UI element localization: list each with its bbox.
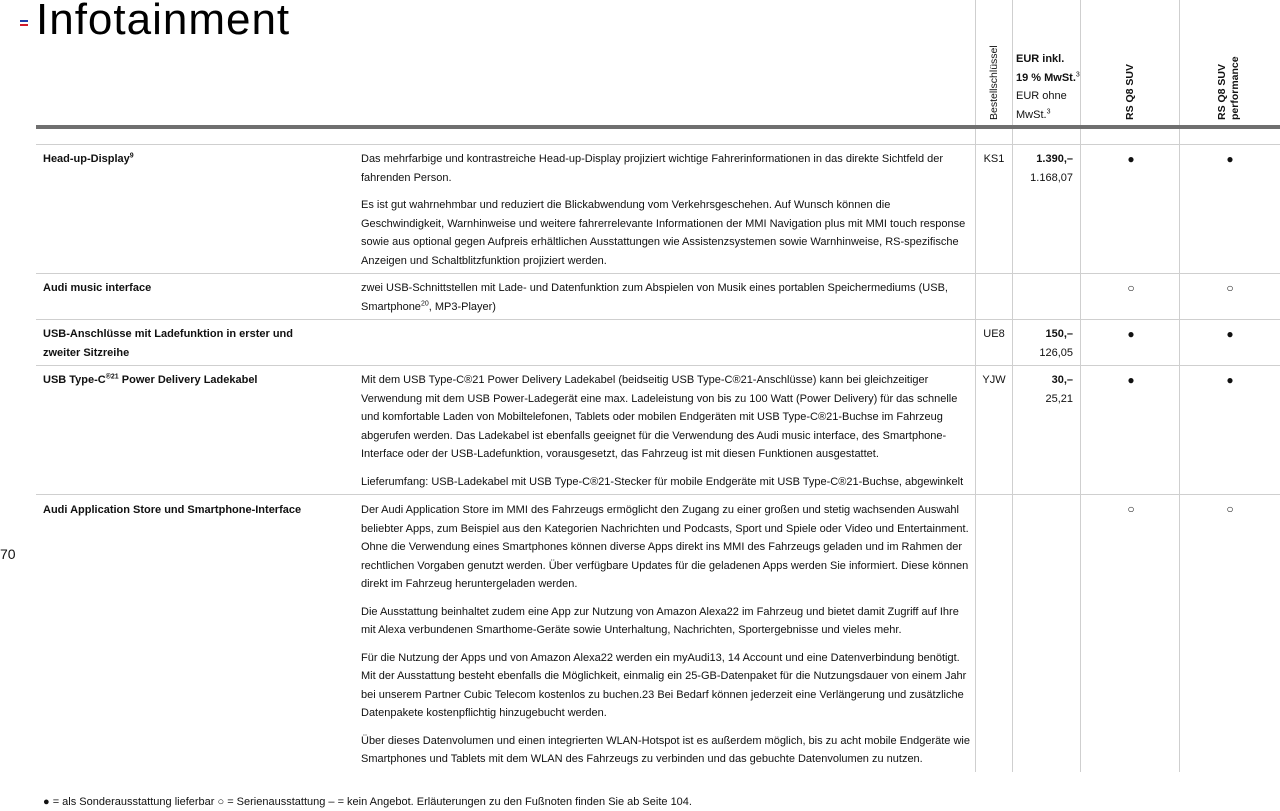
- standard-option-marker: ●: [1226, 373, 1234, 387]
- standard-option-marker: ●: [1127, 373, 1135, 387]
- row-name-usb-ports: USB-Anschlüsse mit Ladefunktion in erster und zweiter Sitzreihe: [43, 328, 293, 359]
- brand-flag-icon: [20, 20, 28, 26]
- row-name-app-store: Audi Application Store und Smartphone-Interface: [43, 504, 302, 516]
- price: 1.390,– 1.168,07: [1030, 153, 1073, 184]
- price: 30,– 25,21: [1045, 374, 1073, 405]
- standard-option-marker: ●: [1226, 152, 1234, 166]
- standard-option-marker: ●: [1226, 327, 1234, 341]
- order-code: YJW: [982, 374, 1006, 386]
- header-order-key: Bestellschlüssel: [988, 45, 1000, 120]
- series-equipment-marker: ○: [1226, 502, 1234, 516]
- row-name-audi-music-interface: Audi music interface: [43, 282, 152, 294]
- standard-option-marker: ●: [1127, 152, 1135, 166]
- row-desc-audi-music-interface: zwei USB-Schnittstellen mit Lade- und Datenfunktion zum Abspielen von Musik eines portablen Speichermediums (USB, Smartphone$^{20}$, MP3-Player): [361, 282, 948, 313]
- page-number: 70: [0, 546, 16, 562]
- order-code: UE8: [983, 328, 1005, 340]
- order-code: KS1: [983, 153, 1005, 165]
- header-rule: [36, 125, 1280, 129]
- price: 150,– 126,05: [1039, 328, 1073, 359]
- page-title: Infotainment: [36, 0, 291, 44]
- series-equipment-marker: ○: [1226, 281, 1234, 295]
- row-desc-head-up-display: Das mehrfarbige und kontrastreiche Head-up-Display projiziert wichtige Fahrerinformationen in das direkte Sichtfeld der fahrenden Person. Es ist gut wahrnehmbar und reduziert die Blickabwendung vom Verkehrsgeschehen. Auf Wunsch können die Geschwindigkeit, Warnhinweise und weitere fahrerrelevante Informationen der MMI Navigation plus mit MMI touch response sowie aus optional gegen Aufpreis erhältlichen Ausstattungen wie Assistenzsystemen sowie Warnhinweise, RS-spezifische Anzeigen und Schaltblitzfunktion projiziert werden.: [361, 153, 966, 267]
- legend: ● = als Sonderausstattung lieferbar ○ = Serienausstattung – = kein Angebot. Erläuterungen zu den Fußnoten finden Sie ab Seite 104.: [43, 796, 692, 808]
- row-name-usb-type-c-cable: USB Type-$C^{®21}$ Power Delivery Ladekabel: [43, 373, 258, 386]
- header-model-1: RS Q8 SUV: [1124, 63, 1136, 120]
- series-equipment-marker: ○: [1127, 281, 1135, 295]
- row-desc-usb-type-c-cable: Mit dem USB Type-C®21 Power Delivery Ladekabel (beidseitig USB Type-C®21-Anschlüsse) kann bei gleichzeitiger Verwendung mit dem USB Power-Ladegerät eine max. Ladeleistung von bis zu 100 Watt (Power Delivery) für das schnelle und komfortable Laden von Mobiltelefonen, Tablets oder mobilen Endgeräten mit USB Type-C®21-Buchse im Fahrzeug abgerufen werden. Das Ladekabel ist ebenfalls geeignet für die Verwendung des Audi music interface, des Smartphone-Interface oder der USB-Ladefunktion, vorausgesetzt, das Fahrzeug ist mit diesen Funktionen ausgestattet. Lieferumfang: USB-Ladekabel mit USB Type-C®21-Stecker für mobile Endgeräte mit USB Type-C®21-Buchse, abgewinkelt: [361, 374, 964, 488]
- series-equipment-marker: ○: [1127, 502, 1135, 516]
- header-model-2: RS Q8 SUV performance: [1216, 56, 1241, 120]
- header-price: EUR inkl. 19 % MwSt.$^3$ EUR ohne MwSt.$^3$: [1016, 53, 1080, 121]
- row-desc-app-store: Der Audi Application Store im MMI des Fahrzeugs ermöglicht den Zugang zu einer großen und stetig wachsenden Auswahl beliebter Apps, zum Beispiel aus den Kategorien Nachrichten und Podcasts, Sport und Spiele oder Video und Entertainment. Ohne die Verwendung eines Smartphones können diverse Apps direkt ins MMI des Fahrzeugs geladen und im Rahmen der rechtlichen Vorgaben genutzt werden. Über verfügbare Updates für die geladenen Apps werden Sie informiert. Diese können direkt im Fahrzeug heruntergeladen werden. Die Ausstattung beinhaltet zudem eine App zur Nutzung von Amazon Alexa22 im Fahrzeug und bietet damit Zugriff auf Ihre mit Alexa verbundenen Smarthome-Geräte sowie Unterhaltung, Nachrichten, Sportergebnisse und vieles mehr. Für die Nutzung der Apps und von Amazon Alexa22 werden ein myAudi13, 14 Account und eine Datenverbindung benötigt. Mit der Ausstattung besteht ebenfalls die Möglichkeit, einmalig ein 25-GB-Datenpaket für die Nutzungsdauer von einem Jahr bei unserem Partner Cubic Telecom kostenlos zu buchen.23 Bei Bedarf können jederzeit eine Verlängerung und zusätzliche Datenpakete kostenpflichtig hinzugebucht werden. Über dieses Datenvolumen und einen integrierten WLAN-Hotspot ist es außerdem möglich, bis zu acht mobile Endgeräte wie Smartphones und Tablets mit dem WLAN des Fahrzeugs zu verbinden und das gebuchte Datenvolumen zu nutzen.: [361, 504, 970, 765]
- row-name-head-up-display: Head-up-Display$^9$: [43, 152, 134, 165]
- standard-option-marker: ●: [1127, 327, 1135, 341]
